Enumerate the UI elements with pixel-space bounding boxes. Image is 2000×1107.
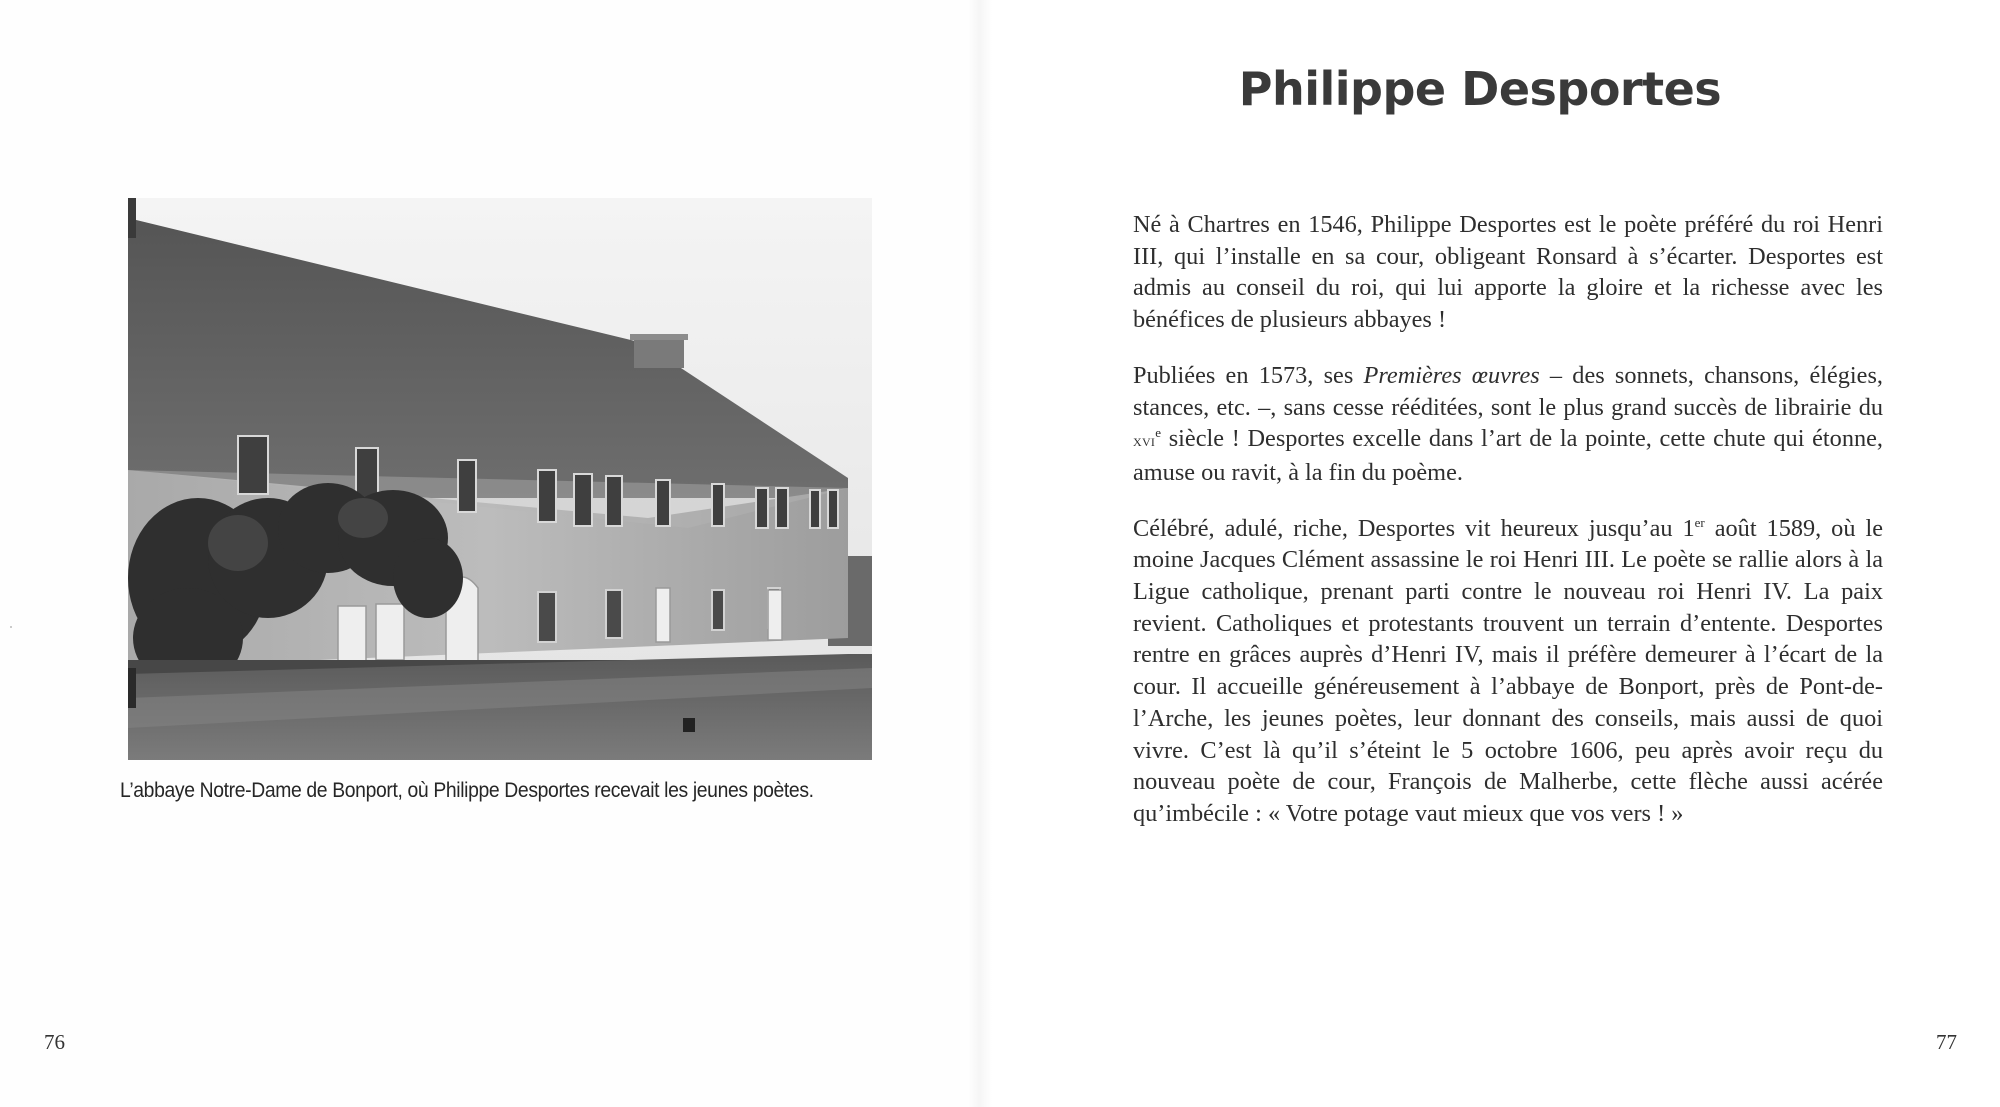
photo-caption: L’abbaye Notre-Dame de Bonport, où Philippe Desportes recevait les jeunes poètes. [120, 778, 814, 802]
abbey-photo [128, 198, 872, 760]
book-title-premieres-oeuvres: Premières œuvres [1363, 361, 1540, 389]
paragraph-2-part2: – des sonnets, chansons, élégies, stances, etc. –, sans cesse rééditées, sont le plus grand succès de librairie du [1133, 361, 1883, 421]
scan-speck [10, 626, 12, 628]
page-number-right: 77 [1936, 1030, 1957, 1054]
paragraph-3-part1: Célébré, adulé, riche, Desportes vit heureux jusqu’au 1 [1133, 514, 1695, 542]
article-body [1133, 209, 1883, 854]
paragraph-1 [1133, 209, 1883, 336]
page-title: Philippe Desportes [1238, 62, 1722, 116]
book-gutter [968, 0, 992, 1107]
paragraph-2 [1133, 360, 1883, 489]
century-numeral: xvi [1133, 431, 1156, 451]
ordinal-superscript: er [1694, 514, 1705, 530]
left-page [0, 0, 980, 1107]
century-superscript: e [1155, 425, 1162, 441]
page-number-left: 76 [44, 1030, 65, 1054]
paragraph-2-part3: siècle ! Desportes excelle dans l’art de la pointe, cette chute qui étonne, amuse ou ravit, à la fin du poème. [1133, 425, 1883, 486]
paragraph-3-part2: août 1589, où le moine Jacques Clément assassine le roi Henri III. Le poète se rallie alors à la Ligue catholique, prenant parti contre le nouveau roi Henri IV. La paix revient. Catholiques et protestants trouvent un terrain d’entente. Desportes rentre en grâces auprès d’Henri IV, mais il préfère demeurer à l’écart de la cour. Il accueille généreusement à l’abbaye de Bonport, près de Pont-de-l’Arche, les jeunes poètes, leur donnant des conseils, mais aussi de quoi vivre. C’est là qu’il s’éteint le 5 octobre 1606, peu après avoir reçu du nouveau poète de cour, François de Malherbe, cette flèche aussi acérée qu’imbécile : « Votre potage vaut mieux que vos vers ! » [1133, 514, 1883, 827]
paragraph-3 [1133, 513, 1883, 830]
paragraph-2-part1: Publiées en 1573, ses [1133, 361, 1364, 389]
abbey-photo-illustration [128, 198, 872, 760]
paragraph-1-text: Né à Chartres en 1546, Philippe Desportes est le poète préféré du roi Henri III, qui l’installe en sa cour, obligeant Ronsard à s’écarter. Desportes est admis au conseil du roi, qui lui apporte la gloire et la richesse avec les bénéfices de plusieurs abbayes ! [1133, 211, 1883, 334]
